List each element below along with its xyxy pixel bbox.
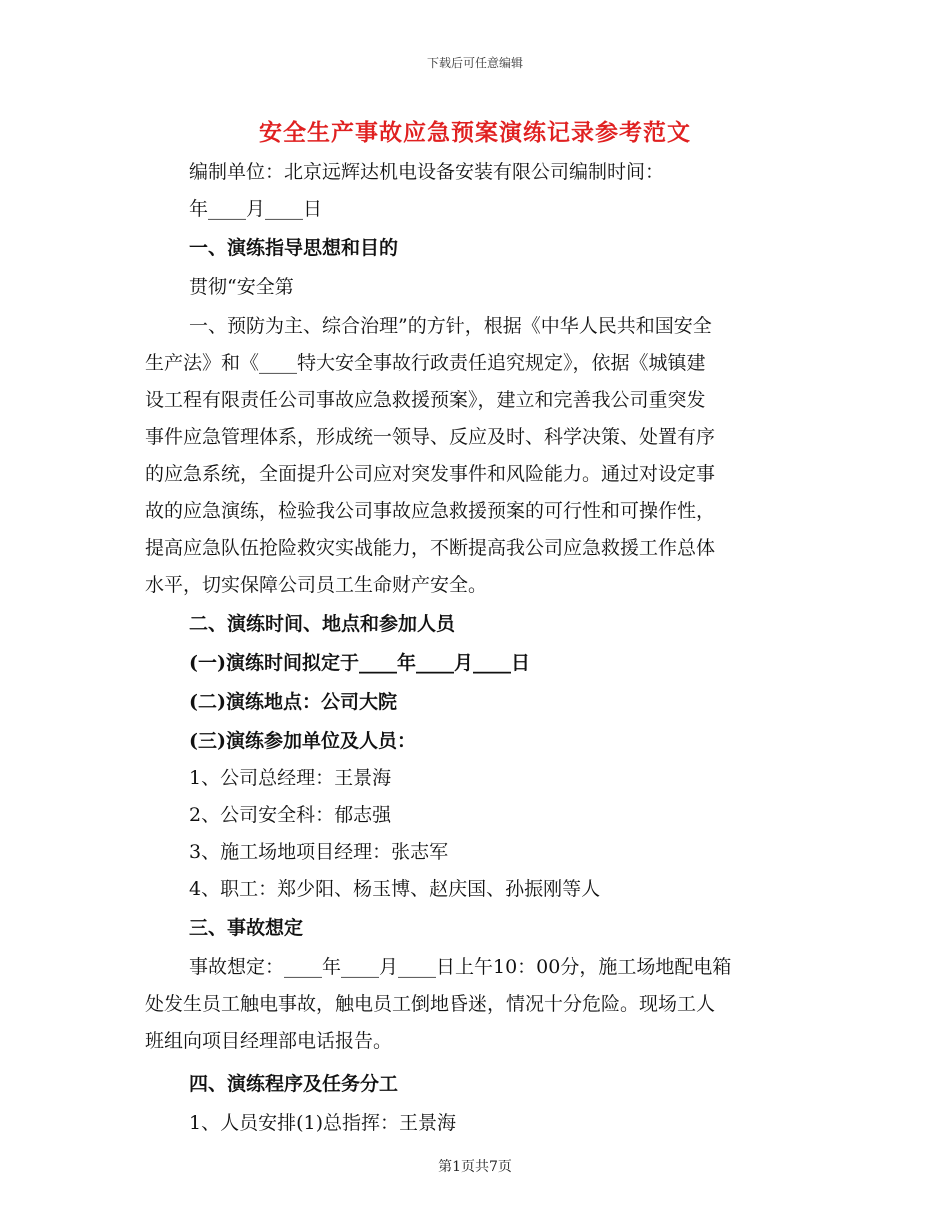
section-1-paragraph-line: 一、预防为主、综合治理”的方针，根据《中华人民共和国安全 — [189, 315, 712, 337]
section-3-heading: 三、事故想定 — [189, 917, 304, 939]
section-1-paragraph-line: 生产法》和《____特大安全事故行政责任追究规定》，依据《城镇建 — [145, 352, 706, 374]
compile-unit-line: 编制单位：北京远辉达机电设备安装有限公司编制时间： — [189, 161, 665, 183]
participant-item: 2、公司安全科：郁志强 — [189, 804, 392, 826]
section-3-paragraph-line: 处发生员工触电事故，触电员工倒地昏迷，情况十分危险。现场工人 — [145, 993, 716, 1015]
section-1-paragraph-line: 事件应急管理体系，形成统一领导、反应及时、科学决策、处置有序 — [145, 426, 716, 448]
section-2-heading: 二、演练时间、地点和参加人员 — [189, 613, 456, 635]
page-header-note: 下载后可任意编辑 — [426, 56, 523, 70]
section-1-paragraph-line: 提高应急队伍抢险救灾实战能力，不断提高我公司应急救援工作总体 — [145, 537, 716, 559]
section-3-paragraph-line: 班组向项目经理部电话报告。 — [145, 1030, 393, 1052]
page-number-footer: 第1页共7页 — [438, 1159, 512, 1175]
section-1-paragraph-line: 故的应急演练，检验我公司事故应急救援预案的可行性和可操作性， — [145, 500, 716, 522]
drill-place-line: (二)演练地点：公司大院 — [189, 691, 397, 713]
document-title: 安全生产事故应急预案演练记录参考范文 — [259, 119, 691, 146]
drill-time-line: (一)演练时间拟定于____年____月____日 — [189, 652, 530, 674]
participant-item: 1、公司总经理：王景海 — [189, 767, 392, 789]
participant-item: 4、职工：郑少阳、杨玉博、赵庆国、孙振刚等人 — [189, 878, 601, 900]
date-blank-line: 年____月____日 — [189, 198, 323, 220]
section-4-heading: 四、演练程序及任务分工 — [189, 1073, 399, 1095]
section-1-paragraph-line: 水平，切实保障公司员工生命财产安全。 — [145, 574, 488, 596]
document-body — [145, 154, 807, 1142]
drill-participants-heading: (三)演练参加单位及人员： — [189, 730, 416, 752]
section-1-intro: 贯彻“安全第 — [189, 276, 294, 298]
section-1-paragraph-line: 的应急系统，全面提升公司应对突发事件和风险能力。通过对设定事 — [145, 463, 716, 485]
personnel-arrangement-line: 1、人员安排(1)总指挥：王景海 — [189, 1112, 457, 1134]
section-1-heading: 一、演练指导思想和目的 — [189, 237, 399, 259]
participant-item: 3、施工场地项目经理：张志军 — [189, 841, 449, 863]
section-1-paragraph-line: 设工程有限责任公司事故应急救援预案》，建立和完善我公司重突发 — [145, 389, 706, 411]
section-3-paragraph-line: 事故想定：____年____月____日上午10：00分，施工场地配电箱 — [189, 956, 732, 978]
